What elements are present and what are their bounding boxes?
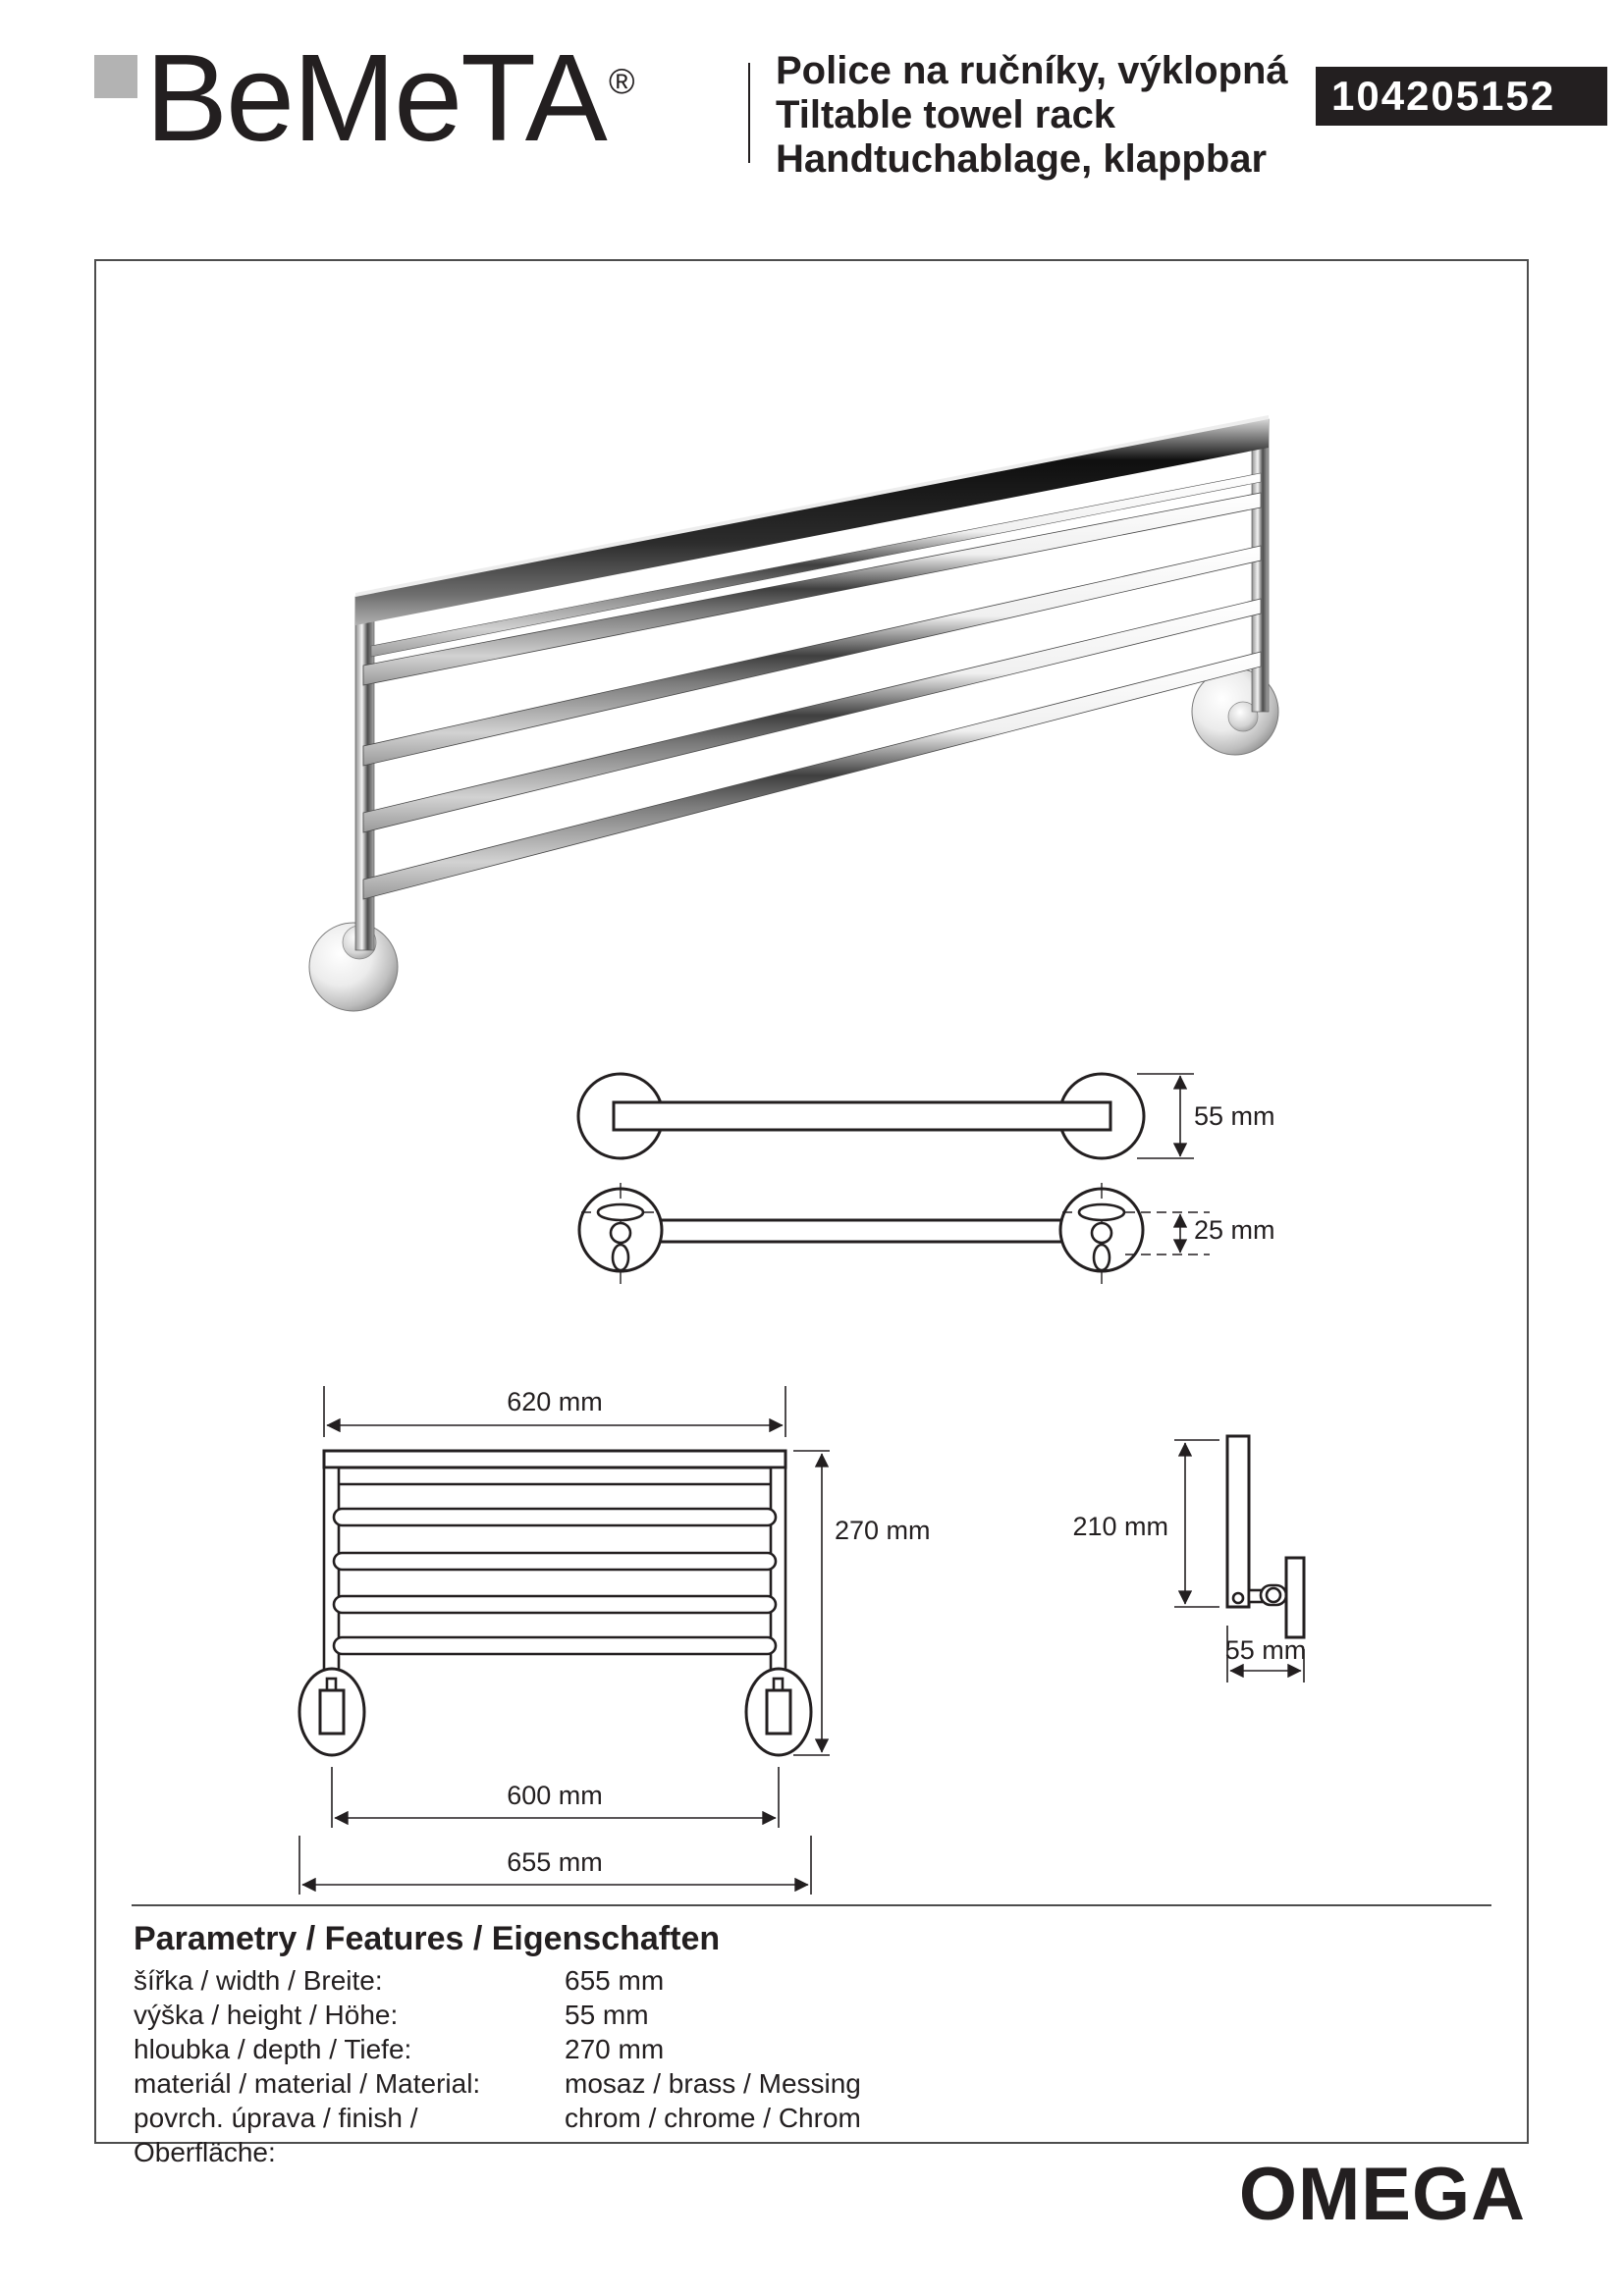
product-title-en: Tiltable towel rack: [776, 93, 1116, 136]
param-label: hloubka / depth / Tiefe:: [134, 2034, 412, 2064]
drawing-front-bar: [578, 1074, 1275, 1158]
product-title-de: Handtuchablage, klappbar: [776, 137, 1268, 181]
dim-label-total-width: 655 mm: [507, 1847, 603, 1877]
params-separator: [132, 1904, 1491, 1906]
param-row-height: [134, 1998, 861, 2032]
param-value: 655 mm: [565, 1965, 665, 1996]
bar-3-outline: [334, 1596, 776, 1613]
param-label: šířka / width / Breite:: [134, 1965, 383, 1996]
dim-label-inner-width: 600 mm: [507, 1781, 603, 1810]
brand-logo: BeMeTA: [145, 28, 606, 167]
params-heading: Parametry / Features / Eigenschaften: [134, 1920, 721, 1957]
param-value: chrom / chrome / Chrom: [565, 2103, 861, 2133]
drawing-front-view: [299, 1386, 931, 1895]
product-photo: [309, 415, 1278, 1011]
dim-label-top-width: 620 mm: [507, 1387, 603, 1416]
param-label: materiál / material / Material:: [134, 2068, 481, 2099]
param-row-finish: [134, 2101, 861, 2169]
param-label: povrch. úprava / finish / Oberfläche:: [134, 2103, 418, 2167]
dim-label-height: 270 mm: [835, 1516, 931, 1545]
wall-plate-outline: [1227, 1436, 1249, 1607]
dim-label-side-height: 210 mm: [1072, 1512, 1168, 1541]
dim-label-depth: 55 mm: [1224, 1635, 1307, 1665]
param-label: výška / height / Höhe:: [134, 2000, 399, 2030]
bar-outline: [614, 1102, 1110, 1130]
registered-mark-icon: ®: [609, 61, 635, 101]
drawing-top-bar: [579, 1183, 1275, 1286]
param-value: mosaz / brass / Messing: [565, 2068, 861, 2099]
dim-label-bar-height: 55 mm: [1194, 1101, 1275, 1131]
dim-label-hole-spacing: 25 mm: [1194, 1215, 1275, 1245]
param-row-depth: [134, 2032, 861, 2066]
folded-rack-outline: [1286, 1558, 1304, 1637]
param-row-material: [134, 2066, 861, 2101]
param-row-width: [134, 1963, 861, 1998]
series-name: OMEGA: [1238, 2153, 1526, 2236]
param-value: 55 mm: [565, 2000, 649, 2030]
bar-1-outline: [334, 1509, 776, 1525]
rail-4: [363, 652, 1261, 899]
bar-4-outline: [334, 1637, 776, 1654]
bar-2-outline: [334, 1553, 776, 1570]
product-code-badge: 104205152: [1316, 67, 1607, 126]
params-table: [134, 1963, 861, 2169]
frame-outline: [324, 1451, 785, 1468]
product-title-cs: Police na ručníky, výklopná: [776, 49, 1288, 92]
drawing-side-view: [1072, 1436, 1306, 1682]
param-value: 270 mm: [565, 2034, 665, 2064]
